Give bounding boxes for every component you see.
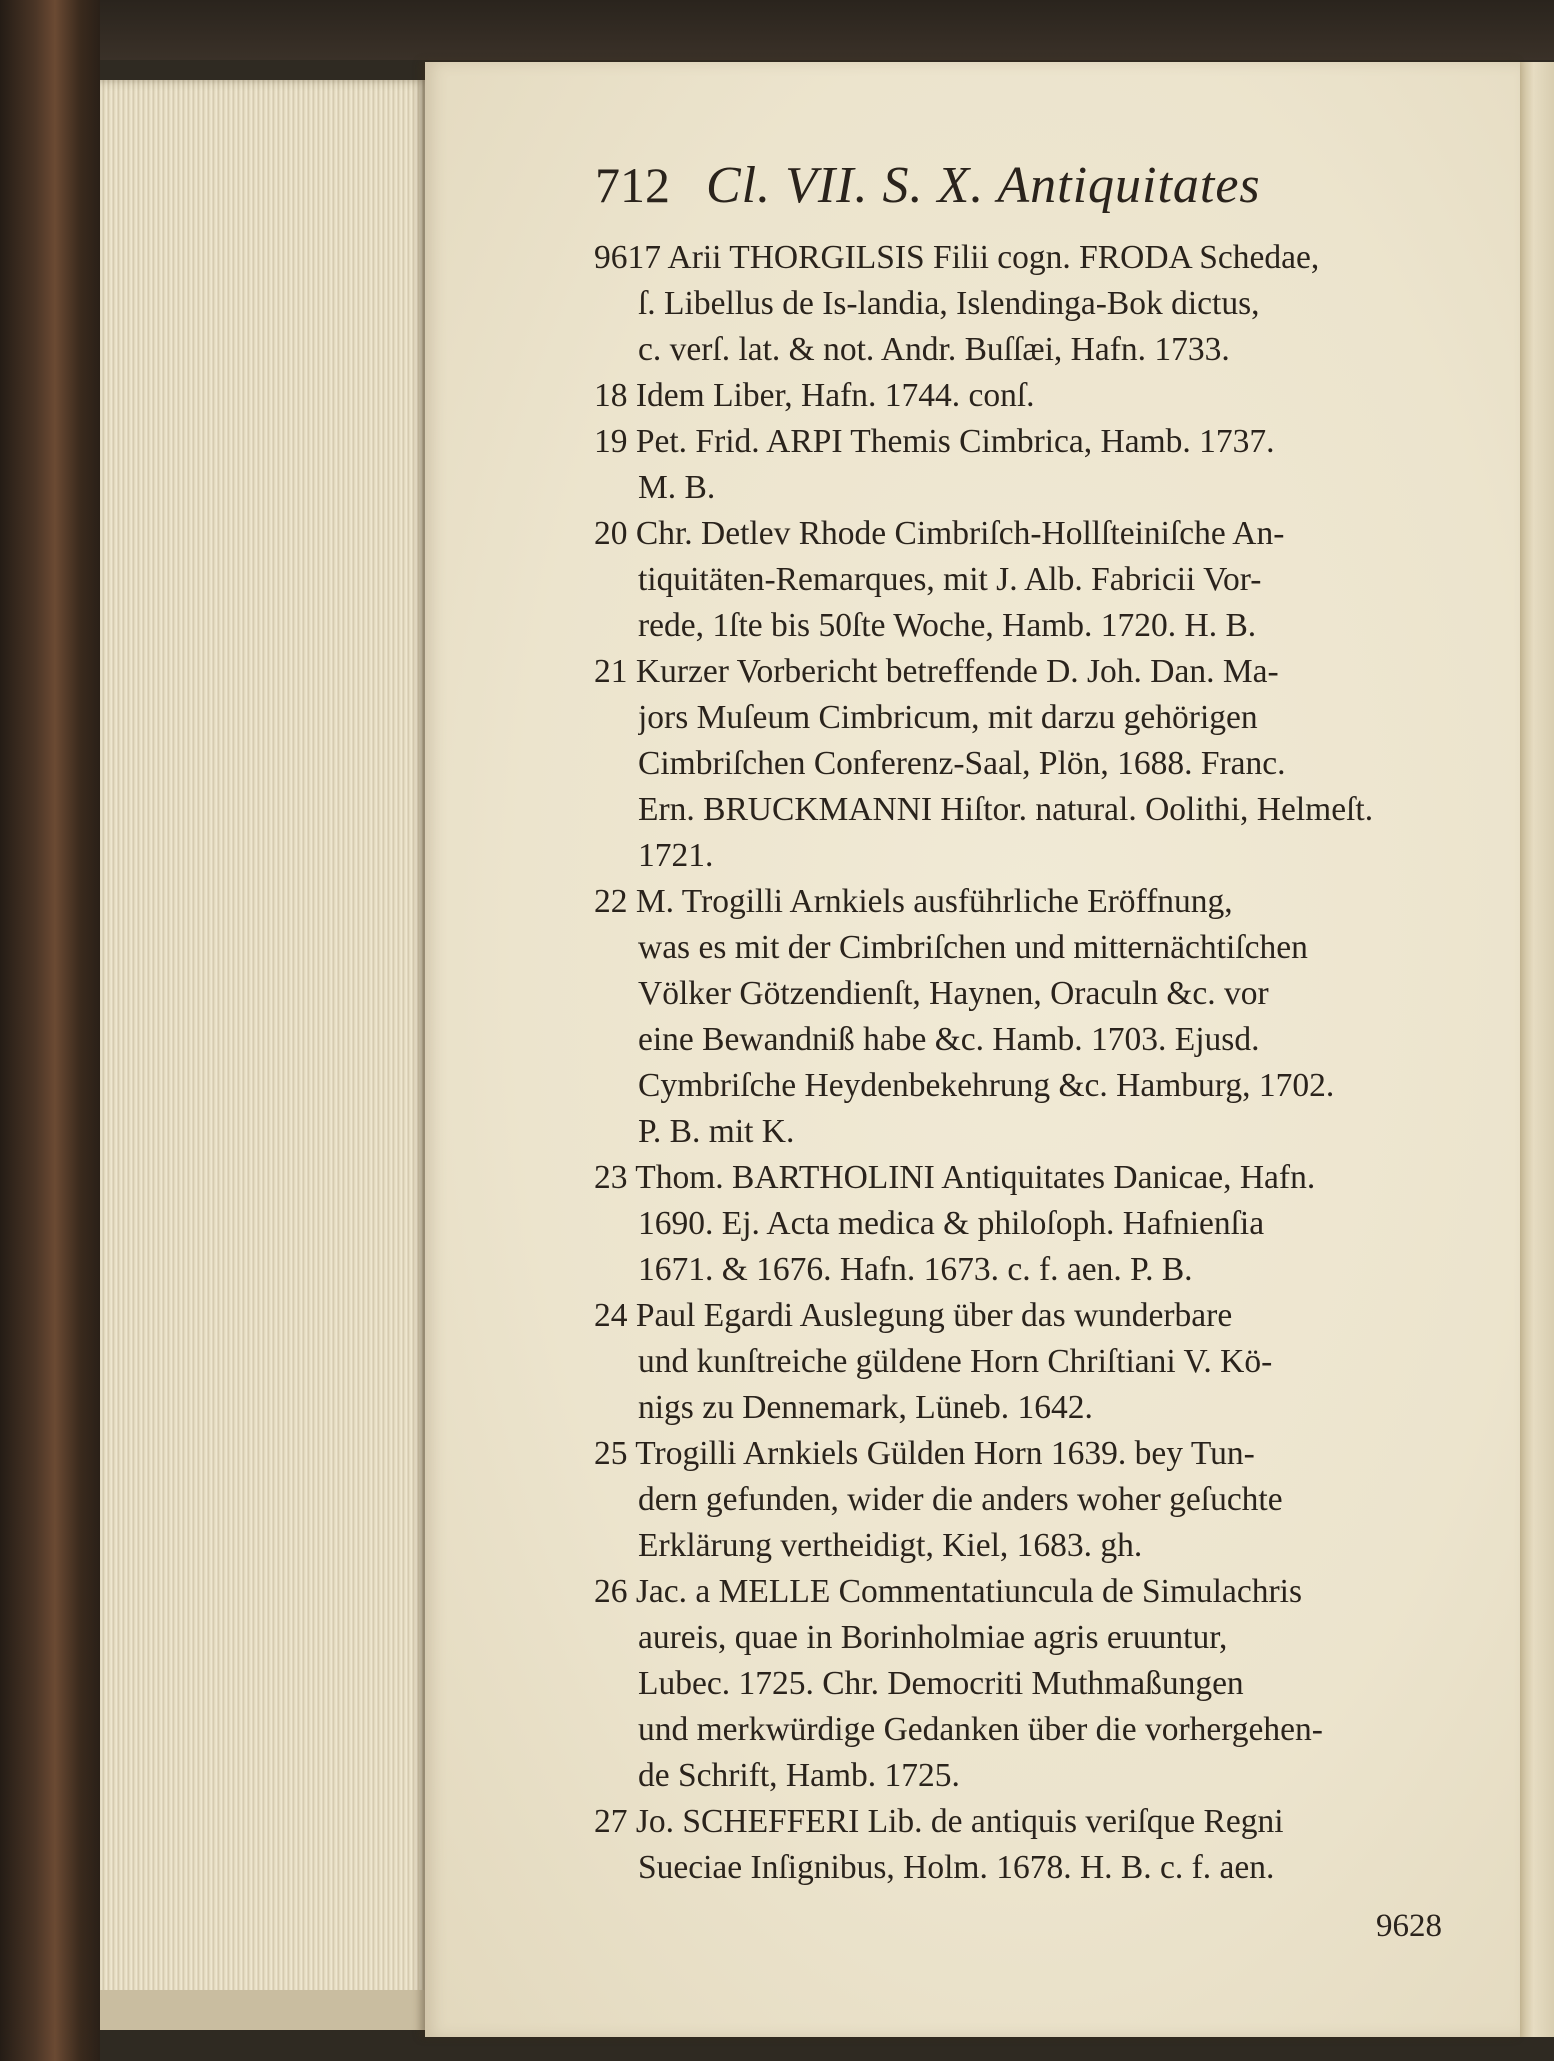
text-line: 18 Idem Liber, Hafn. 1744. conſ. [594,377,1035,414]
text-line: 22 M. Trogilli Arnkiels ausführliche Eröffnung, [594,883,1233,920]
background-top [0,0,1554,60]
text-line: Lubec. 1725. Chr. Democriti Muthmaßungen [638,1665,1244,1702]
text-line: ſ. Libellus de Is-landia, Islendinga-Bok dictus, [638,285,1260,322]
running-head [595,150,1395,220]
text-line: und kunſtreiche güldene Horn Chriſtiani V. Kö- [638,1343,1273,1380]
text-line: 26 Jac. a MELLE Commentatiuncula de Simulachris [594,1573,1302,1610]
page-number: 712 [595,157,670,213]
text-line: was es mit der Cimbriſchen und mitternächtiſchen [638,929,1308,966]
page-stack-bottom [100,1990,430,2030]
facing-page-edge [1520,62,1554,2037]
text-line: 23 Thom. BARTHOLINI Antiquitates Danicae, Hafn. [594,1159,1316,1196]
catchword: 9628 [1376,1908,1442,1944]
text-line: Cymbriſche Heydenbekehrung &c. Hamburg, 1702. [638,1067,1335,1104]
text-line: M. B. [638,469,716,506]
text-line: 25 Trogilli Arnkiels Gülden Horn 1639. bey Tun- [594,1435,1255,1472]
text-line: c. verſ. lat. & not. Andr. Buſſæi, Hafn. 1733. [638,331,1230,368]
text-line: rede, 1ſte bis 50ſte Woche, Hamb. 1720. H. B. [638,607,1257,644]
text-line: 9617 Arii THORGILSIS Filii cogn. FRODA Schedae, [594,239,1320,276]
page-title: Cl. VII. S. X. Antiquitates [706,157,1261,214]
text-line: nigs zu Dennemark, Lüneb. 1642. [638,1389,1093,1426]
text-line: Cimbriſchen Conferenz-Saal, Plön, 1688. Franc. [638,745,1286,782]
text-line: 1721. [638,837,714,874]
text-line: Sueciae Inſignibus, Holm. 1678. H. B. c. f. aen. [638,1849,1275,1886]
text-line: 24 Paul Egardi Auslegung über das wunderbare [594,1297,1233,1334]
text-line: 21 Kurzer Vorbericht betreffende D. Joh. Dan. Ma- [594,653,1279,690]
text-line: 20 Chr. Detlev Rhode Cimbriſch-Hollſteiniſche An- [594,515,1285,552]
text-line: P. B. mit K. [638,1113,795,1150]
text-line: eine Bewandniß habe &c. Hamb. 1703. Ejusd. [638,1021,1260,1058]
text-line: jors Muſeum Cimbricum, mit darzu gehörigen [638,699,1258,736]
text-line: Ern. BRUCKMANNI Hiſtor. natural. Oolithi, Helmeſt. [638,791,1374,828]
text-line: Völker Götzendienſt, Haynen, Oraculn &c. vor [638,975,1269,1012]
text-line: tiquitäten-Remarques, mit J. Alb. Fabricii Vor- [638,561,1262,598]
book-cover-edge [0,0,100,2061]
text-line: 27 Jo. SCHEFFERI Lib. de antiquis veriſque Regni [594,1803,1284,1840]
text-line: Erklärung vertheidigt, Kiel, 1683. gh. [638,1527,1143,1564]
text-line: aureis, quae in Borinholmiae agris eruuntur, [638,1619,1228,1656]
text-line: 1690. Ej. Acta medica & philoſoph. Hafnienſia [638,1205,1265,1242]
text-line: 19 Pet. Frid. ARPI Themis Cimbrica, Hamb. 1737. [594,423,1275,460]
text-line: 1671. & 1676. Hafn. 1673. c. f. aen. P. B. [638,1251,1193,1288]
text-line: und merkwürdige Gedanken über die vorhergehen- [638,1711,1323,1748]
text-line: dern gefunden, wider die anders woher geſuchte [638,1481,1283,1518]
page-stack-edges [100,80,430,2010]
text-line: de Schrift, Hamb. 1725. [638,1757,960,1794]
